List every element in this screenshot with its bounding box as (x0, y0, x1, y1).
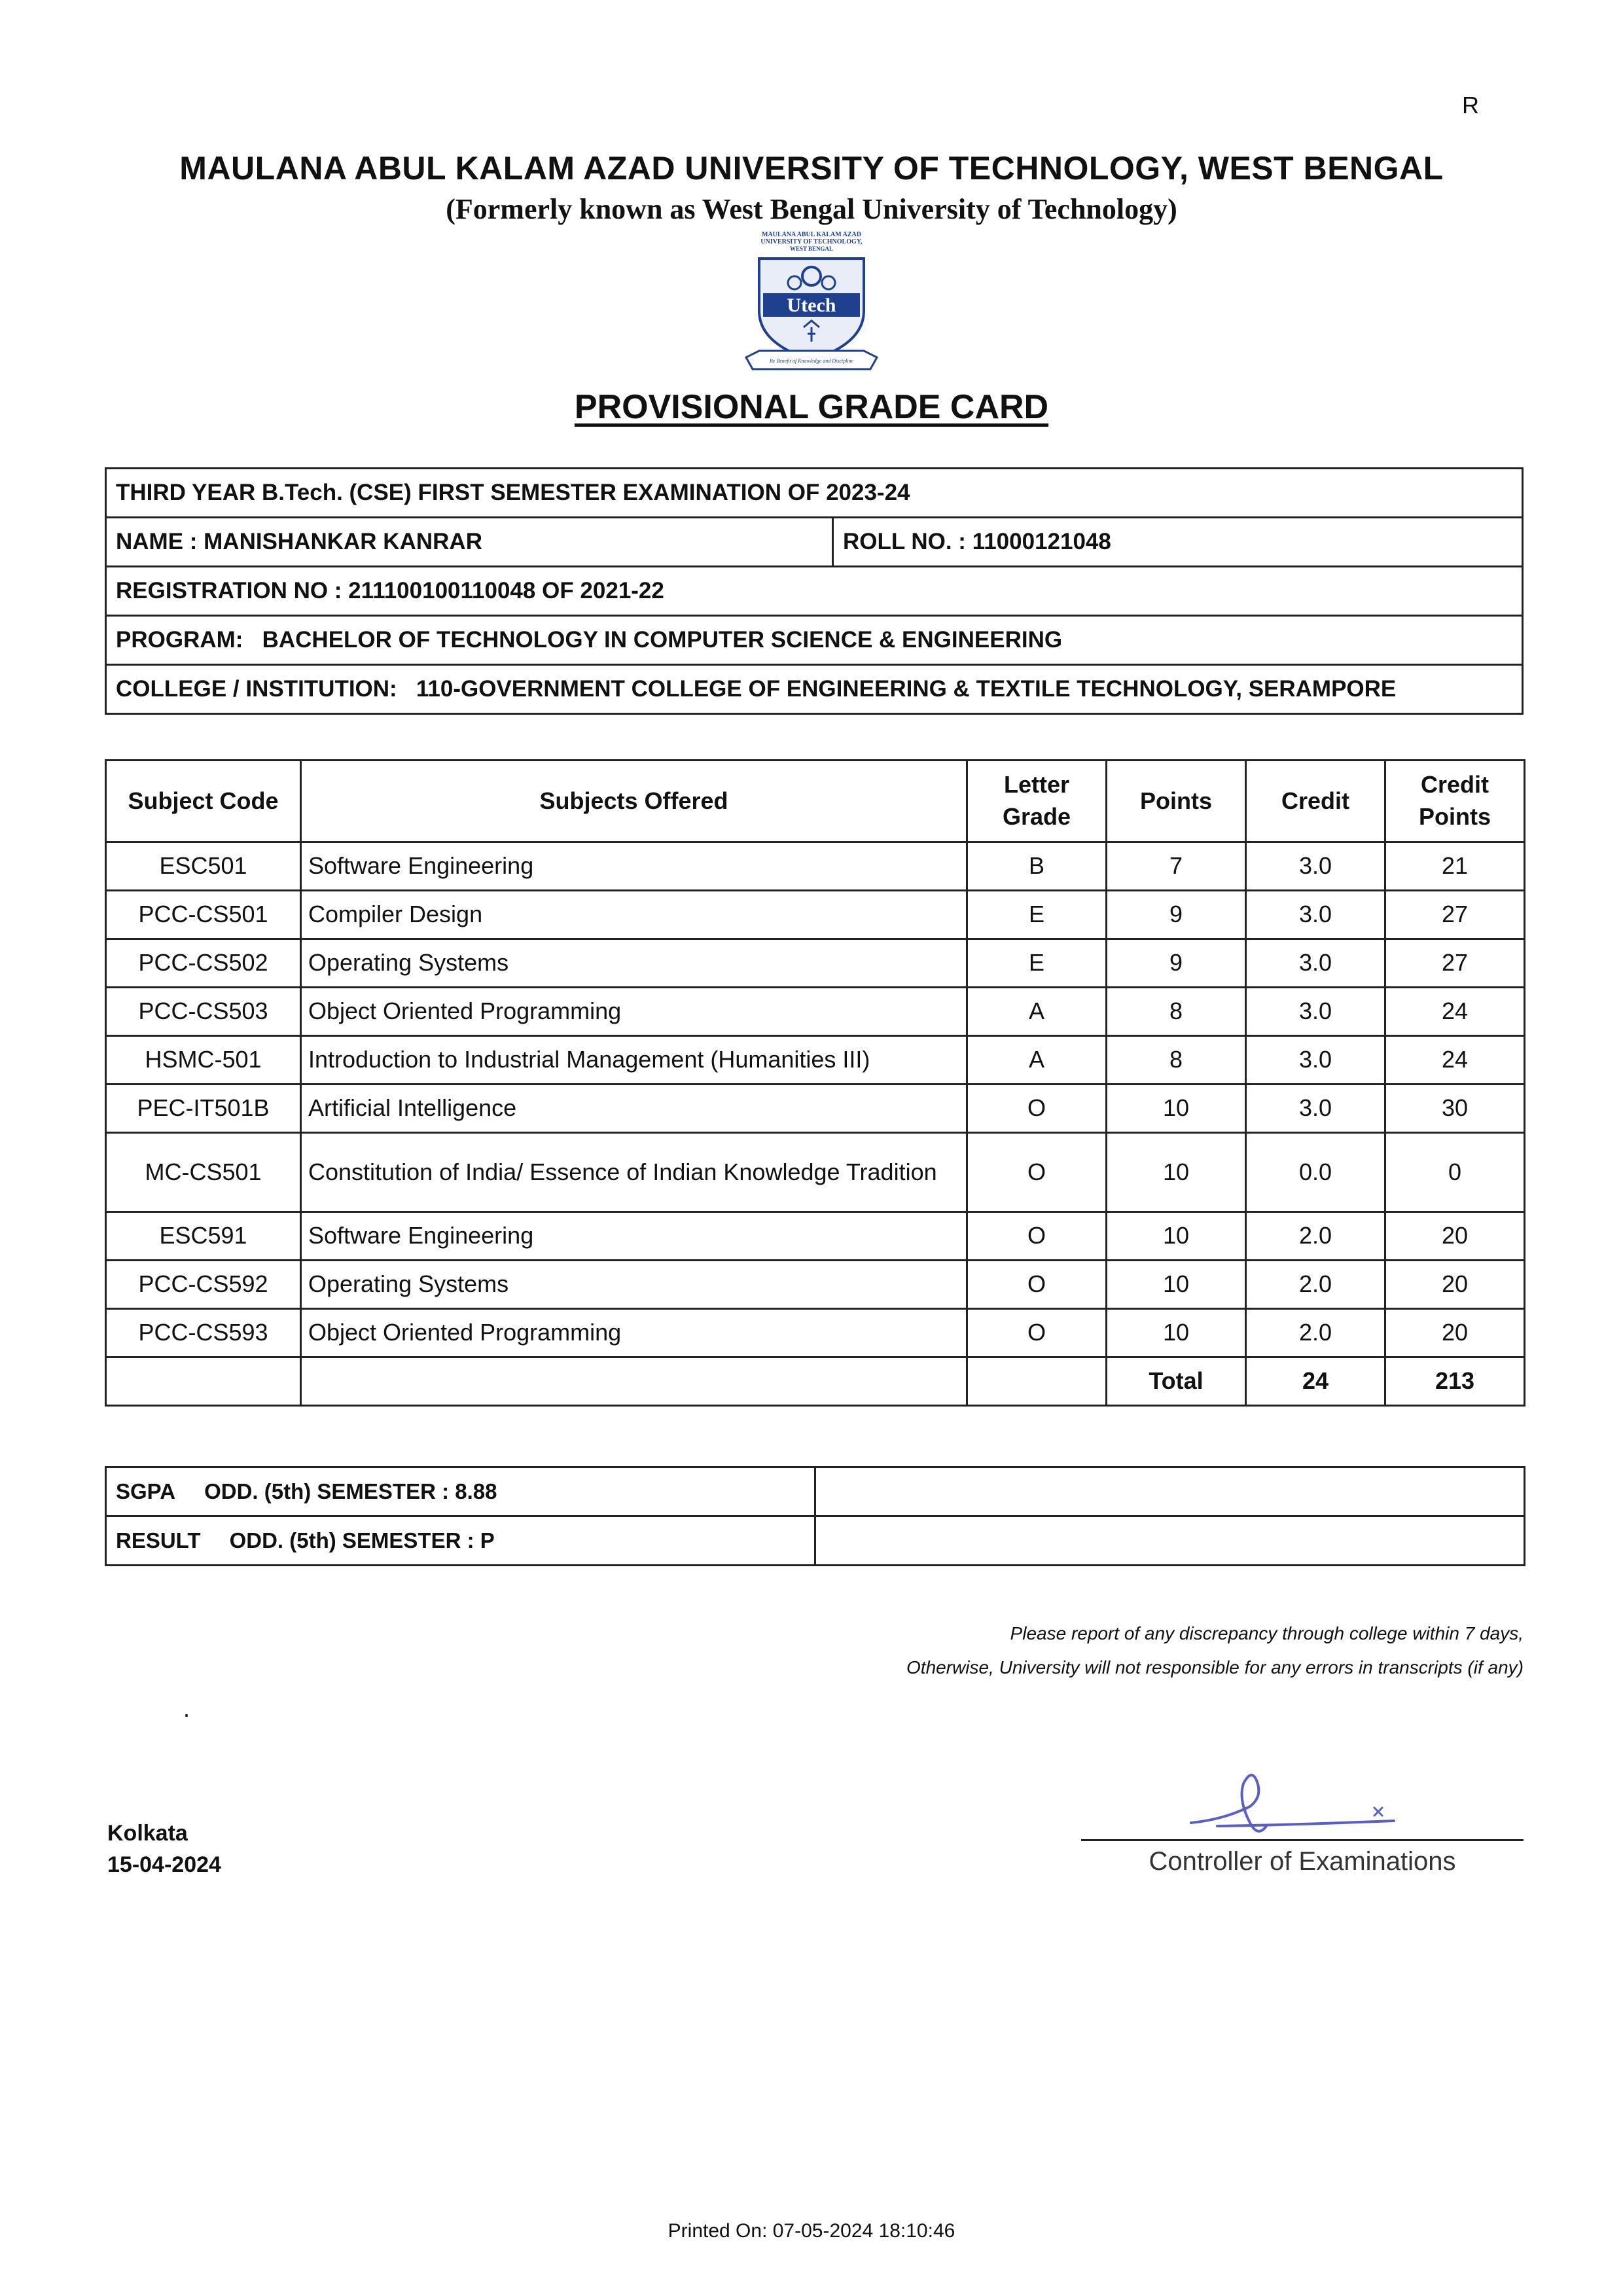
header-credit: Credit (1246, 761, 1385, 842)
notice-line-1: Please report of any discrepancy through college within 7 days, (1010, 1623, 1524, 1643)
info-row-name-roll (106, 518, 1523, 567)
points: 8 (1107, 988, 1246, 1036)
header-subjects-offered: Subjects Offered (301, 761, 967, 842)
table-row (106, 988, 1525, 1036)
credit-points: 27 (1385, 939, 1525, 988)
header-points: Points (1107, 761, 1246, 842)
credit: 3.0 (1246, 1085, 1385, 1133)
header-letter-grade-line1: Letter (1003, 771, 1070, 798)
credit: 3.0 (1246, 988, 1385, 1036)
credit: 3.0 (1246, 891, 1385, 939)
subject-name: Compiler Design (301, 891, 967, 939)
header-credit-points-line1: Credit (1420, 771, 1489, 798)
credit-points: 24 (1385, 1036, 1525, 1085)
letter-grade: O (967, 1133, 1107, 1212)
points: 9 (1107, 939, 1246, 988)
sgpa-cell (106, 1467, 815, 1516)
subject-code: PCC-CS501 (106, 891, 301, 939)
signature-line (1081, 1839, 1524, 1841)
page-corner-mark: R (1462, 92, 1479, 118)
credit-points: 24 (1385, 988, 1525, 1036)
table-row (106, 1309, 1525, 1357)
subject-name: Software Engineering (301, 1212, 967, 1261)
total-credit-points: 213 (1385, 1357, 1525, 1406)
total-label: Total (1107, 1357, 1246, 1406)
student-name: NAME : MANISHANKAR KANRAR (106, 518, 833, 567)
table-row (106, 1212, 1525, 1261)
subject-name: Software Engineering (301, 842, 967, 891)
subject-code: PCC-CS502 (106, 939, 301, 988)
points: 7 (1107, 842, 1246, 891)
student-info-table (105, 467, 1524, 715)
subject-code: PEC-IT501B (106, 1085, 301, 1133)
result-empty-cell (815, 1516, 1525, 1566)
exam-title: THIRD YEAR B.Tech. (CSE) FIRST SEMESTER EXAMINATION OF 2023-24 (106, 469, 1523, 518)
letter-grade: A (967, 988, 1107, 1036)
sgpa-value: ODD. (5th) SEMESTER : 8.88 (204, 1479, 497, 1503)
credit: 0.0 (1246, 1133, 1385, 1212)
info-row-exam (106, 469, 1523, 518)
letter-grade: O (967, 1309, 1107, 1357)
subject-code: MC-CS501 (106, 1133, 301, 1212)
roll-number: ROLL NO. : 11000121048 (833, 518, 1523, 567)
printed-on-timestamp: Printed On: 07-05-2024 18:10:46 (668, 2220, 955, 2242)
points: 10 (1107, 1133, 1246, 1212)
letter-grade: O (967, 1261, 1107, 1309)
letter-grade: B (967, 842, 1107, 891)
credit-points: 27 (1385, 891, 1525, 939)
result-label: RESULT (116, 1528, 201, 1552)
subject-code: ESC591 (106, 1212, 301, 1261)
document-title: PROVISIONAL GRADE CARD (574, 388, 1049, 426)
points: 10 (1107, 1212, 1246, 1261)
result-cell (106, 1516, 815, 1566)
grades-header-row (106, 761, 1525, 842)
table-row (106, 1261, 1525, 1309)
result-value: ODD. (5th) SEMESTER : P (229, 1528, 495, 1552)
logo-emblem-text: Utech (787, 295, 836, 316)
subject-name: Operating Systems (301, 939, 967, 988)
letter-grade: A (967, 1036, 1107, 1085)
registration-number: REGISTRATION NO : 211100100110048 OF 2021-22 (106, 567, 1523, 616)
header-letter-grade (967, 761, 1107, 842)
total-credit: 24 (1246, 1357, 1385, 1406)
notice-line-2: Otherwise, University will not responsible for any errors in transcripts (if any) (906, 1657, 1524, 1677)
subject-name: Introduction to Industrial Management (Humanities III) (301, 1036, 967, 1085)
logo-text-line-1: MAULANA ABUL KALAM AZAD (762, 231, 861, 238)
points: 10 (1107, 1085, 1246, 1133)
credit-points: 20 (1385, 1212, 1525, 1261)
stray-dot: . (183, 1695, 190, 1722)
credit-points: 20 (1385, 1261, 1525, 1309)
subject-name: Object Oriented Programming (301, 1309, 967, 1357)
subject-name: Operating Systems (301, 1261, 967, 1309)
issue-place: Kolkata (107, 1821, 188, 1846)
header-subject-code: Subject Code (106, 761, 301, 842)
subject-name: Artificial Intelligence (301, 1085, 967, 1133)
issue-date: 15-04-2024 (107, 1852, 221, 1877)
table-row (106, 842, 1525, 891)
points: 9 (1107, 891, 1246, 939)
signatory-title: Controller of Examinations (1149, 1847, 1456, 1876)
header-credit-points (1385, 761, 1525, 842)
points: 10 (1107, 1261, 1246, 1309)
total-empty-cell (106, 1357, 301, 1406)
college-name: COLLEGE / INSTITUTION: 110-GOVERNMENT COLLEGE OF ENGINEERING & TEXTILE TECHNOLOGY, SERAMPORE (106, 665, 1523, 714)
letter-grade: E (967, 891, 1107, 939)
header-letter-grade-line2: Grade (1002, 803, 1071, 830)
result-row (106, 1516, 1525, 1566)
letter-grade: O (967, 1212, 1107, 1261)
header-credit-points-line2: Points (1418, 803, 1491, 830)
sgpa-row (106, 1467, 1525, 1516)
table-row (106, 891, 1525, 939)
info-row-registration (106, 567, 1523, 616)
result-summary-table (105, 1466, 1525, 1566)
credit: 2.0 (1246, 1261, 1385, 1309)
credit-points: 0 (1385, 1133, 1525, 1212)
table-row (106, 1133, 1525, 1212)
total-empty-cell (967, 1357, 1107, 1406)
university-name: MAULANA ABUL KALAM AZAD UNIVERSITY OF TECHNOLOGY, WEST BENGAL (179, 150, 1444, 187)
letter-grade: E (967, 939, 1107, 988)
credit: 3.0 (1246, 842, 1385, 891)
table-row (106, 939, 1525, 988)
credit-points: 30 (1385, 1085, 1525, 1133)
logo-text-line-3: WEST BENGAL (789, 245, 834, 252)
letter-grade: O (967, 1085, 1107, 1133)
controller-signature (1178, 1761, 1440, 1852)
university-former-name: (Formerly known as West Bengal University of Technology) (446, 193, 1177, 225)
info-row-college (106, 665, 1523, 714)
credit-points: 20 (1385, 1309, 1525, 1357)
subject-code: ESC501 (106, 842, 301, 891)
sgpa-label: SGPA (116, 1479, 176, 1503)
credit: 3.0 (1246, 939, 1385, 988)
total-row (106, 1357, 1525, 1406)
subject-code: PCC-CS592 (106, 1261, 301, 1309)
points: 8 (1107, 1036, 1246, 1085)
discrepancy-notice (906, 1617, 1524, 1685)
credit-points: 21 (1385, 842, 1525, 891)
points: 10 (1107, 1309, 1246, 1357)
info-row-program (106, 616, 1523, 665)
credit: 2.0 (1246, 1212, 1385, 1261)
logo-ribbon-text: Be Benefit of Knowledge and Discipline (769, 358, 854, 364)
subject-code: PCC-CS593 (106, 1309, 301, 1357)
subject-code: PCC-CS503 (106, 988, 301, 1036)
sgpa-empty-cell (815, 1467, 1525, 1516)
program-name: PROGRAM: BACHELOR OF TECHNOLOGY IN COMPUTER SCIENCE & ENGINEERING (106, 616, 1523, 665)
grades-table (105, 759, 1525, 1407)
university-logo (740, 229, 883, 380)
table-row (106, 1085, 1525, 1133)
logo-text-line-2: UNIVERSITY OF TECHNOLOGY, (760, 238, 863, 245)
subject-code: HSMC-501 (106, 1036, 301, 1085)
credit: 2.0 (1246, 1309, 1385, 1357)
table-row (106, 1036, 1525, 1085)
total-empty-cell (301, 1357, 967, 1406)
credit: 3.0 (1246, 1036, 1385, 1085)
subject-name: Constitution of India/ Essence of Indian Knowledge Tradition (301, 1133, 967, 1212)
subject-name: Object Oriented Programming (301, 988, 967, 1036)
